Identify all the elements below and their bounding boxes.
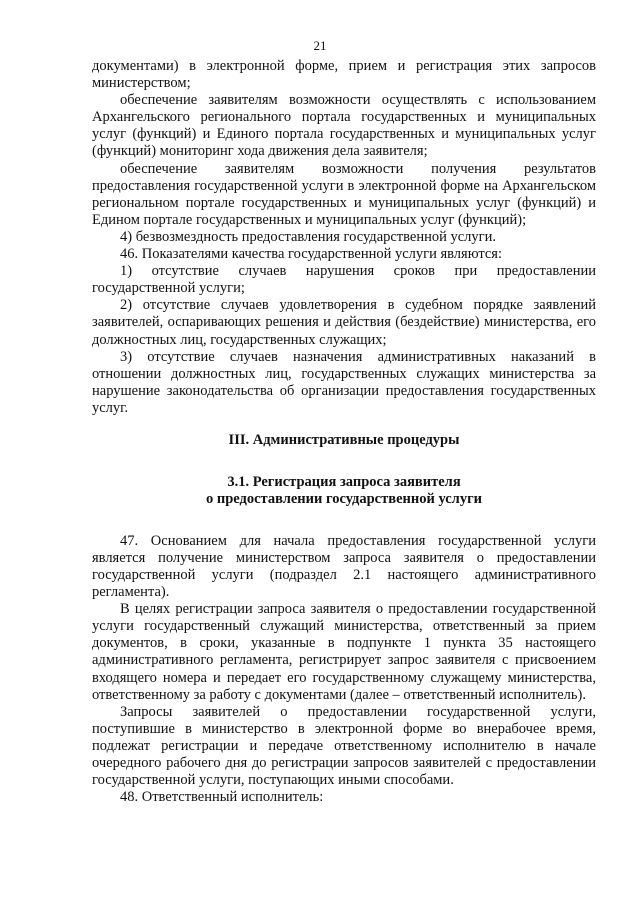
subsection-heading bbox=[92, 474, 596, 509]
paragraph: обеспечение заявителям возможности осуществлять с использованием Архангельского регионального портала государственных и муниципальных услуг (функций) и Единого портала государственных и муниципальных услуг (функций) мониторинг хода движения дела заявителя; bbox=[92, 92, 596, 160]
section-heading: III. Административные процедуры bbox=[228, 431, 460, 448]
paragraph: 48. Ответственный исполнитель: bbox=[120, 789, 324, 806]
paragraph: Запросы заявителей о предоставлении государственной услуги, поступившие в министерство в электронной форме во внерабочее время, подлежат регистрации и передаче ответственному исполнителю в начале очередного рабочего дня до регистрации запросов заявителей с предоставлении государственной услуги, поступающих иными способами. bbox=[92, 703, 596, 789]
paragraph: документами) в электронной форме, прием и регистрация этих запросов министерством; bbox=[92, 58, 596, 92]
subsection-heading-line: 3.1. Регистрация запроса заявителя bbox=[227, 473, 461, 490]
paragraph: 2) отсутствие случаев удовлетворения в судебном порядке заявлений заявителей, оспаривающих решения и действия (бездействие) министерства, его должностных лиц, государственных служащих; bbox=[92, 297, 596, 348]
paragraph: 4) безвозмездность предоставления государственной услуги. bbox=[120, 228, 497, 245]
paragraph: 3) отсутствие случаев назначения административных наказаний в отношении должностных лиц, государственных служащих министерства за нарушение законодательства об организации предоставления государственных услуг. bbox=[92, 348, 596, 416]
page-number: 21 bbox=[313, 38, 327, 53]
document-body bbox=[92, 58, 596, 806]
paragraph: 47. Основанием для начала предоставления государственной услуги является получение министерством запроса заявителя о предоставлении государственной услуги (подраздел 2.1 настоящего административного регламента). bbox=[92, 532, 596, 601]
paragraph: 46. Показателями качества государственной услуги являются: bbox=[120, 246, 503, 263]
paragraph: 1) отсутствие случаев нарушения сроков при предоставлении государственной услуги; bbox=[92, 263, 596, 297]
subsection-heading-line: о предоставлении государственной услуги bbox=[205, 491, 483, 508]
paragraph: В целях регистрации запроса заявителя о предоставлении государственной услуги государственный служащий министерства, ответственный за прием документов, в сроки, указанные в подпункте 1 пункта 35 настоящего административного регламента, регистрирует запрос заявителя с присвоением входящего номера и передает его государственному служащему министерства, ответственному за работу с документами (далее – ответственный исполнитель). bbox=[92, 601, 596, 703]
paragraph: обеспечение заявителям возможности получения результатов предоставления государственной услуги в электронной форме на Архангельском региональном портале государственных и муниципальных услуг (функций) и Едином портале государственных и муниципальных услуг (функций); bbox=[92, 160, 596, 228]
